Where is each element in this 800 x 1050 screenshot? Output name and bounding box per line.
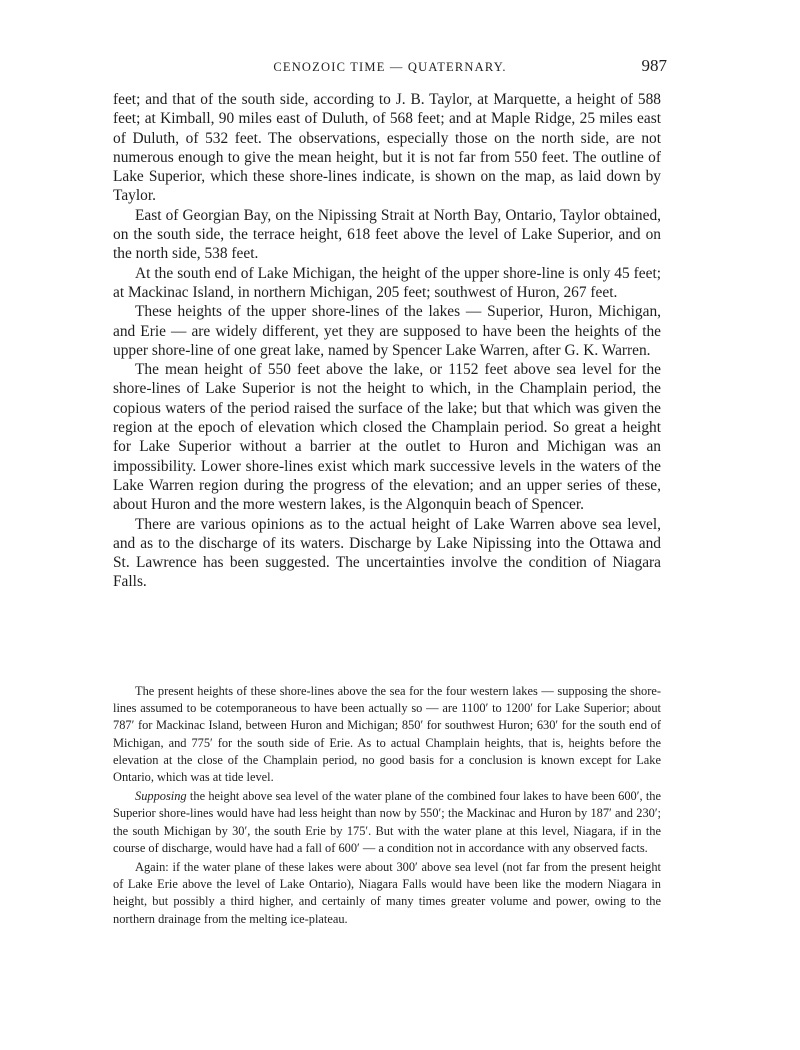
note-paragraph xyxy=(113,788,661,857)
body-text xyxy=(113,90,661,592)
body-paragraph: East of Georgian Bay, on the Nipissing Strait at North Bay, Ontario, Taylor obtained, on the south side, the terrace height, 618 feet above the level of Lake Superior, and on the north side, 538 feet. xyxy=(113,206,661,263)
page-number: 987 xyxy=(641,56,667,75)
body-paragraph: The mean height of 550 feet above the lake, or 1152 feet above sea level for the shore-lines of Lake Superior is not the height to which, in the Champlain period, the copious waters of the period raised the surface of the lake; but that which was given the region at the epoch of elevation which closed the Champlain period. So great a height for Lake Superior without a barrier at the outlet to Huron and Michigan was an impossibility. Lower shore-lines exist which mark successive levels in the waters of the Lake Warren region during the progress of the elevation; and an upper series of these, about Huron and the more western lakes, is the Algonquin beach of Spencer. xyxy=(113,361,661,514)
body-paragraph: feet; and that of the south side, according to J. B. Taylor, at Marquette, a height of 588 feet; at Kimball, 90 miles east of Duluth, of 568 feet; and at Maple Ridge, 25 miles east of Duluth, of 532 feet. The observations, especially those on the north side, are not numerous enough to give the mean height, but it is not far from 550 feet. The outline of Lake Superior, which these shore-lines indicate, is shown on the map, as laid down by Taylor. xyxy=(113,91,661,205)
small-print-notes xyxy=(113,683,661,930)
note-italic-lead: Supposing xyxy=(135,789,187,804)
page-header xyxy=(113,56,667,80)
body-paragraph: At the south end of Lake Michigan, the height of the upper shore-line is only 45 feet; at Mackinac Island, in northern Michigan, 205 feet; southwest of Huron, 267 feet. xyxy=(113,264,661,301)
running-head: CENOZOIC TIME — QUATERNARY. xyxy=(273,60,507,74)
body-paragraph: These heights of the upper shore-lines of the lakes — Superior, Huron, Michigan, and Erie — are widely different, yet they are supposed to have been the heights of the upper shore-line of one great lake, named by Spencer Lake Warren, after G. K. Warren. xyxy=(113,303,661,359)
note-paragraph: Again: if the water plane of these lakes were about 300′ above sea level (not far from the present height of Lake Erie above the level of Lake Ontario), Niagara Falls would have been like the modern Niagara in height, but possibly a third higher, and certainly of many times greater volume and power, owing to the northern drainage from the melting ice-plateau. xyxy=(113,860,661,926)
body-paragraph: There are various opinions as to the actual height of Lake Warren above sea level, and as to the discharge of its waters. Discharge by Lake Nipissing into the Ottawa and St. Lawrence has been suggested. The uncertainties involve the condition of Niagara Falls. xyxy=(113,515,661,591)
note-paragraph: The present heights of these shore-lines above the sea for the four western lakes — supposing the shore-lines assumed to be cotemporaneous to have been actually so — are 1100′ to 1200′ for Lake Superior; about 787′ for Mackinac Island, between Huron and Michigan; 850′ for southwest Huron; 630′ for the south end of Michigan, and 775′ for the south side of Erie. As to actual Champlain heights, that is, heights before the elevation at the close of the Champlain period, no good basis for a conclusion is known except for Lake Ontario, which was at tide level. xyxy=(113,684,661,785)
note-text: the height above sea level of the water plane of the combined four lakes to have been 600′, the Superior shore-lines would have had less height than now by 550′; the Mackinac and Huron by 187′ and 230′; the south Michigan by 30′, the south Erie by 175′. But with the water plane at this level, Niagara, if in the course of discharge, would have had a fall of 600′ — a condition not in accordance with any observed facts. xyxy=(113,789,661,855)
